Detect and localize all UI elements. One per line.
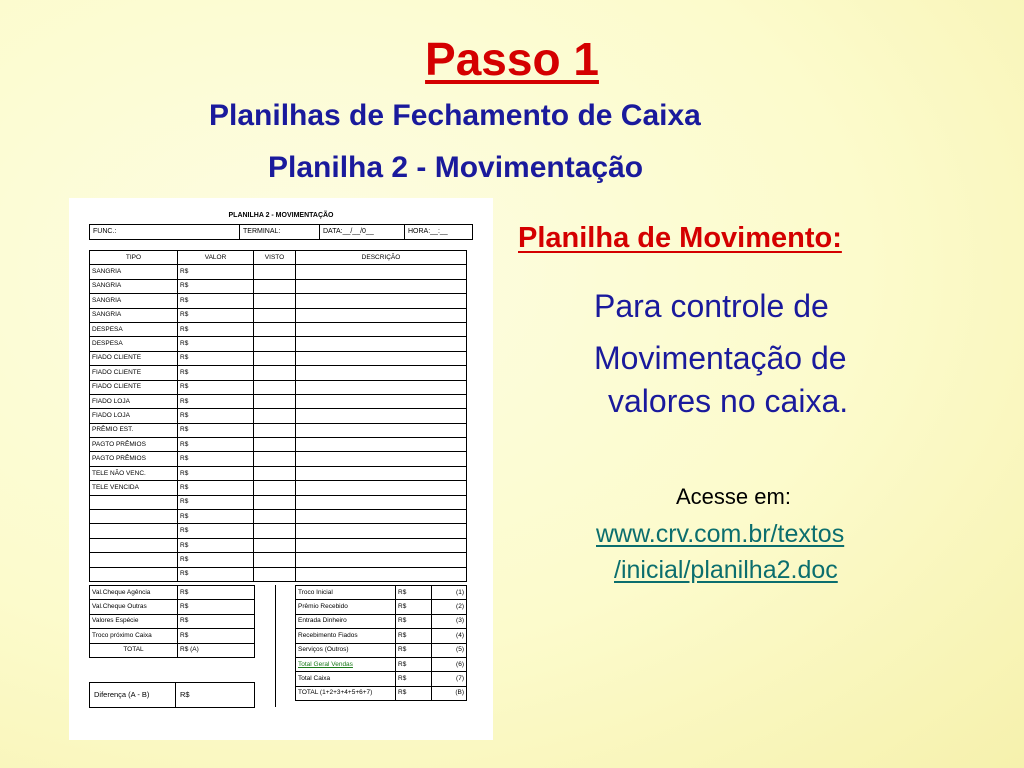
row-tipo [90,495,178,509]
row-valor: R$ [178,308,254,322]
row-tipo: TELE VENCIDA [90,481,178,495]
right-summary-number: (3) [432,614,467,628]
left-summary-value: R$ [178,585,255,599]
row-visto [254,538,296,552]
row-tipo: TELE NÃO VENC. [90,466,178,480]
form-header-hora: HORA:__:__ [408,228,448,235]
row-valor: R$ [178,394,254,408]
form-title: PLANILHA 2 - MOVIMENTAÇÃO [228,212,334,219]
row-valor: R$ [178,366,254,380]
row-valor: R$ [178,466,254,480]
row-valor: R$ [178,265,254,279]
col-tipo: TIPO [90,251,178,265]
row-valor: R$ [178,524,254,538]
row-descricao [296,394,467,408]
right-summary-label: Total Geral Vendas [296,657,396,671]
row-valor: R$ [178,510,254,524]
left-summary-label: Valores Espécie [90,614,178,628]
table-row [90,409,467,423]
row-visto [254,423,296,437]
table-row [90,524,467,538]
left-summary-label: Val.Cheque Outras [90,600,178,614]
row-descricao [296,409,467,423]
row-valor: R$ [178,409,254,423]
row-tipo: PAGTO PRÊMIOS [90,438,178,452]
slide-title: Passo 1 [425,33,599,85]
right-summary-table [295,585,467,701]
row-valor: R$ [178,279,254,293]
right-summary-row [296,600,467,614]
row-descricao [296,466,467,480]
right-summary-row [296,672,467,686]
row-descricao [296,294,467,308]
row-visto [254,308,296,322]
download-link-line-1[interactable]: www.crv.com.br/textos [596,520,845,548]
movement-table-header [90,251,467,265]
row-valor: R$ [178,438,254,452]
row-tipo: FIADO LOJA [90,394,178,408]
right-summary-label: Prêmio Recebido [296,600,396,614]
row-valor: R$ [178,481,254,495]
row-visto [254,351,296,365]
table-row [90,510,467,524]
row-descricao [296,380,467,394]
difference-box [89,682,255,708]
table-row [90,366,467,380]
right-summary-label: Total Caixa [296,672,396,686]
col-visto: VISTO [254,251,296,265]
table-row [90,438,467,452]
row-visto [254,495,296,509]
row-tipo: DESPESA [90,337,178,351]
row-visto [254,481,296,495]
table-row [90,308,467,322]
left-summary-row [90,585,255,599]
right-summary-row [296,614,467,628]
row-visto [254,279,296,293]
left-summary-value: R$ (A) [178,643,255,657]
row-descricao [296,279,467,293]
left-summary-value: R$ [178,600,255,614]
row-valor: R$ [178,337,254,351]
row-descricao [296,351,467,365]
row-visto [254,510,296,524]
row-valor: R$ [178,567,254,581]
row-descricao [296,524,467,538]
right-summary-row [296,629,467,643]
row-valor: R$ [178,452,254,466]
row-visto [254,337,296,351]
row-visto [254,380,296,394]
row-descricao [296,438,467,452]
row-tipo: FIADO LOJA [90,409,178,423]
right-summary-number: (6) [432,657,467,671]
subtitle-planilha-2: Planilha 2 - Movimentação [268,151,644,184]
divider-line [275,585,276,707]
description-line-2: Movimentação de [594,340,847,376]
row-visto [254,567,296,581]
row-visto [254,524,296,538]
access-label: Acesse em: [676,484,791,509]
left-summary-row [90,614,255,628]
right-summary-label: Troco Inicial [296,585,396,599]
row-descricao [296,423,467,437]
left-summary-row [90,643,255,657]
right-summary-row [296,686,467,700]
left-summary-label: Troco próximo Caixa [90,629,178,643]
col-descricao: DESCRIÇÃO [296,251,467,265]
table-row [90,495,467,509]
row-tipo: DESPESA [90,322,178,336]
table-row [90,538,467,552]
row-descricao [296,322,467,336]
difference-label: Diferença (A - B) [90,683,176,707]
table-row [90,567,467,581]
left-summary-value: R$ [178,629,255,643]
table-row [90,553,467,567]
table-row [90,466,467,480]
row-tipo: FIADO CLIENTE [90,380,178,394]
left-summary-row [90,600,255,614]
row-valor: R$ [178,322,254,336]
row-visto [254,438,296,452]
left-summary-table [89,585,255,658]
row-descricao [296,265,467,279]
row-descricao [296,366,467,380]
row-visto [254,394,296,408]
row-descricao [296,308,467,322]
row-descricao [296,481,467,495]
panel-heading: Planilha de Movimento: [518,222,842,254]
row-tipo [90,567,178,581]
row-valor: R$ [178,553,254,567]
table-row [90,423,467,437]
form-header-func: FUNC.: [90,225,240,239]
table-row [90,394,467,408]
right-summary-number: (B) [432,686,467,700]
row-visto [254,366,296,380]
table-row [90,279,467,293]
difference-value: R$ [180,690,190,700]
subtitle-planilhas: Planilhas de Fechamento de Caixa [209,99,701,132]
row-tipo: SANGRIA [90,265,178,279]
row-valor: R$ [178,380,254,394]
row-tipo: PRÊMIO EST. [90,423,178,437]
table-row [90,337,467,351]
row-visto [254,322,296,336]
row-valor: R$ [178,538,254,552]
form-header-data: DATA:__/__/0__ [320,225,405,239]
table-row [90,265,467,279]
row-visto [254,466,296,480]
right-summary-number: (4) [432,629,467,643]
movement-table [89,250,467,582]
row-descricao [296,567,467,581]
download-link-line-2[interactable]: /inicial/planilha2.doc [614,556,838,584]
right-summary-value: R$ [396,629,432,643]
right-summary-number: (7) [432,672,467,686]
row-visto [254,553,296,567]
col-valor: VALOR [178,251,254,265]
row-descricao [296,510,467,524]
row-tipo: PAGTO PRÊMIOS [90,452,178,466]
right-summary-value: R$ [396,643,432,657]
left-summary-label: Val.Cheque Agência [90,585,178,599]
form-image [69,198,493,740]
right-summary-value: R$ [396,686,432,700]
row-valor: R$ [178,495,254,509]
right-summary-number: (2) [432,600,467,614]
right-summary-value: R$ [396,657,432,671]
table-row [90,294,467,308]
row-visto [254,265,296,279]
row-tipo [90,510,178,524]
form-header [89,224,473,240]
right-summary-number: (1) [432,585,467,599]
row-descricao [296,538,467,552]
row-tipo: SANGRIA [90,279,178,293]
right-summary-row [296,657,467,671]
table-row [90,351,467,365]
form-header-terminal: TERMINAL: [240,225,320,239]
summary-area [89,585,467,711]
row-tipo [90,538,178,552]
table-row [90,452,467,466]
table-row [90,322,467,336]
left-summary-row [90,629,255,643]
right-summary-value: R$ [396,672,432,686]
row-descricao [296,337,467,351]
description-line-1: Para controle de [594,288,829,324]
right-summary-label: TOTAL (1+2+3+4+5+6+7) [296,686,396,700]
right-summary-value: R$ [396,585,432,599]
right-summary-row [296,643,467,657]
row-descricao [296,452,467,466]
table-row [90,481,467,495]
row-descricao [296,553,467,567]
right-summary-row [296,585,467,599]
table-row [90,380,467,394]
row-tipo: FIADO CLIENTE [90,366,178,380]
right-summary-label: Entrada Dinheiro [296,614,396,628]
right-summary-number: (5) [432,643,467,657]
row-visto [254,452,296,466]
row-tipo: SANGRIA [90,294,178,308]
row-tipo [90,524,178,538]
row-valor: R$ [178,423,254,437]
row-valor: R$ [178,294,254,308]
row-descricao [296,495,467,509]
right-summary-label: Serviços (Outros) [296,643,396,657]
left-summary-label: TOTAL [90,643,178,657]
row-tipo: SANGRIA [90,308,178,322]
left-summary-value: R$ [178,614,255,628]
right-summary-value: R$ [396,614,432,628]
row-tipo [90,553,178,567]
right-summary-label: Recebimento Fiados [296,629,396,643]
description-line-3: valores no caixa. [608,383,849,419]
right-summary-value: R$ [396,600,432,614]
row-visto [254,409,296,423]
row-visto [254,294,296,308]
row-valor: R$ [178,351,254,365]
row-tipo: FIADO CLIENTE [90,351,178,365]
